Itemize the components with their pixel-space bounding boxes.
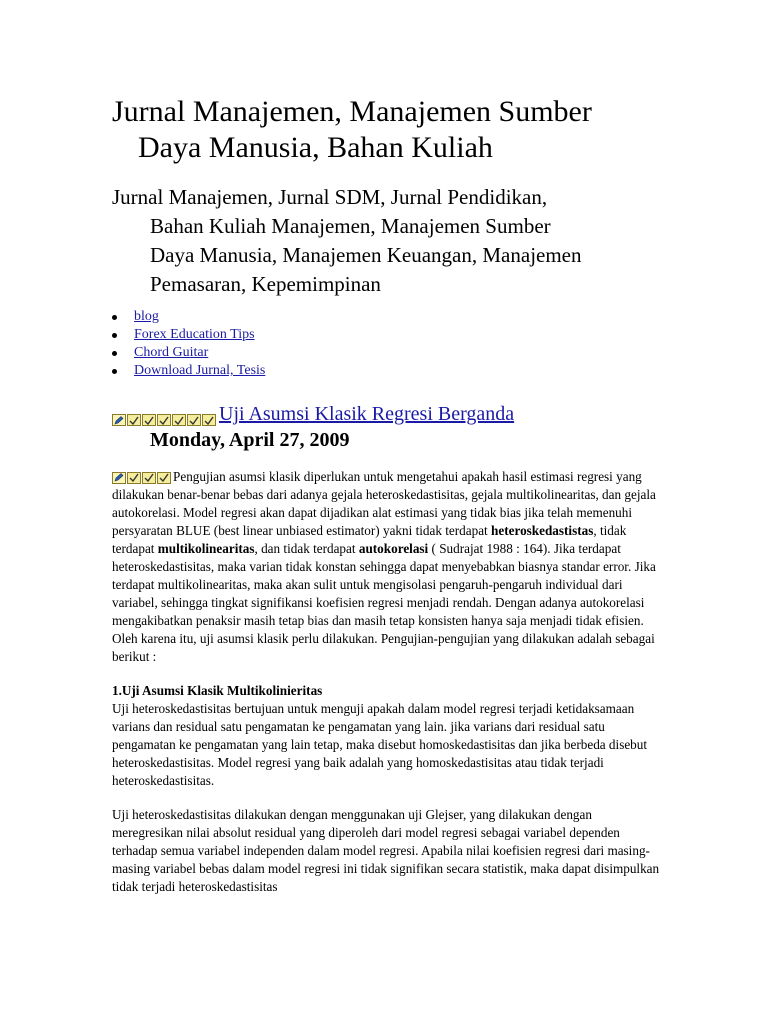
- intro-text-1: Pengujian asumsi klasik diperlukan untuk mengetahui apakah hasil estimasi regresi yang dilakukan benar-benar bebas dari adanya gejala heteroskedastisitas, gejala multikolinearitas, dan gejala autokorelasi. Model regresi akan dapat dijadikan alat estimasi yang tidak bias jika telah memenuhi persyaratan BLUE (best linear unbiased estimator) yakni tidak terdapat: [112, 469, 656, 538]
- check-icon: [202, 414, 216, 426]
- subtitle-line2: Bahan Kuliah Manajemen, Manajemen Sumber: [150, 214, 551, 238]
- page-title-line1: Jurnal Manajemen, Manajemen Sumber: [112, 95, 592, 128]
- check-icon: [157, 414, 171, 426]
- post-title-link[interactable]: Uji Asumsi Klasik Regresi Berganda: [219, 403, 515, 425]
- post-date: Monday, April 27, 2009: [150, 429, 350, 451]
- nav-list: [134, 308, 265, 380]
- page-subtitle: [112, 183, 672, 299]
- intro-text-3: , dan tidak terdapat: [254, 541, 359, 556]
- check-icon: [127, 472, 141, 484]
- nav-link-blog[interactable]: blog: [134, 309, 159, 324]
- check-icon: [157, 472, 171, 484]
- intro-text-4: ( Sudrajat 1988 : 164). Jika terdapat heteroskedastisitas, maka varian tidak konstan sehingga dapat menyebabkan biasnya standar error. Jika terdapat multikolinearitas, maka akan sulit untuk mengisolasi pengaruh-pengaruh individual dari variabel, sehingga tingkat signifikansi koefisien regresi menjadi rendah. Dengan adanya autokorelasi mengakibatkan penaksir masih tetap bias dan masih tetap konsisten hanya saja menjadi tidak efisien. Oleh karena itu, uji asumsi klasik perlu dilakukan. Pengujian-pengujian yang dilakukan adalah sebagai berikut :: [112, 541, 656, 664]
- section-heading: 1.Uji Asumsi Klasik Multikolinieritas: [112, 683, 323, 698]
- term-heteroskedastistas: heteroskedastistas: [491, 523, 594, 538]
- nav-item-chord: [134, 344, 265, 362]
- check-icon: [142, 414, 156, 426]
- subtitle-line3: Daya Manusia, Manajemen Keuangan, Manajemen: [150, 243, 582, 267]
- pencil-icon: [112, 472, 126, 484]
- check-icon: [172, 414, 186, 426]
- check-icon: [142, 472, 156, 484]
- nav-link-download[interactable]: Download Jurnal, Tesis: [134, 363, 266, 378]
- nav-link-chord[interactable]: Chord Guitar: [134, 345, 209, 360]
- page-title: [112, 94, 657, 166]
- check-icon: [187, 414, 201, 426]
- nav-item-blog: [134, 308, 265, 326]
- page-title-line2: Daya Manusia, Bahan Kuliah: [138, 131, 493, 164]
- title-icon-strip: [112, 414, 217, 426]
- nav-item-forex: [134, 326, 265, 344]
- post-body: [112, 468, 660, 896]
- nav-link-forex[interactable]: Forex Education Tips: [134, 327, 255, 342]
- subtitle-line4: Pemasaran, Kepemimpinan: [150, 272, 381, 296]
- pencil-icon: [112, 414, 126, 426]
- intro-text-2: , tidak terdapat: [112, 523, 627, 556]
- paragraph-spacer: [112, 790, 660, 806]
- term-multikolinearitas: multikolinearitas: [157, 541, 255, 556]
- section-paragraph-1: Uji heteroskedastisitas bertujuan untuk menguji apakah dalam model regresi terjadi ketidaksamaan varians dan residual satu pengamatan ke pengamatan yang lain. jika varians dari residual satu pengamatan ke pengamatan yang lain tetap, maka disebut homoskedastisitas dan jika berbeda disebut heteroskedastisitas. Model regresi yang baik adalah yang homoskedastisitas atau tidak terjadi heteroskedastisitas.: [112, 701, 648, 788]
- intro-icon-strip: [112, 472, 172, 484]
- nav-item-download: [134, 362, 265, 380]
- term-autokorelasi: autokorelasi: [358, 541, 429, 556]
- subtitle-line1: Jurnal Manajemen, Jurnal SDM, Jurnal Pendidikan,: [112, 185, 548, 209]
- intro-paragraph: [112, 468, 660, 666]
- check-icon: [127, 414, 141, 426]
- post-title-row: [112, 400, 514, 426]
- section-paragraph-2: Uji heteroskedastisitas dilakukan dengan menggunakan uji Glejser, yang dilakukan dengan meregresikan nilai absolut residual yang diperoleh dari model regresi sebagai variabel dependen terhadap semua variabel independen dalam model regresi. Apabila nilai koefisien regresi dari masing-masing variabel bebas dalam model regresi ini tidak signifikan secara statistik, maka dapat disimpulkan tidak terjadi heteroskedastisitas: [112, 807, 660, 894]
